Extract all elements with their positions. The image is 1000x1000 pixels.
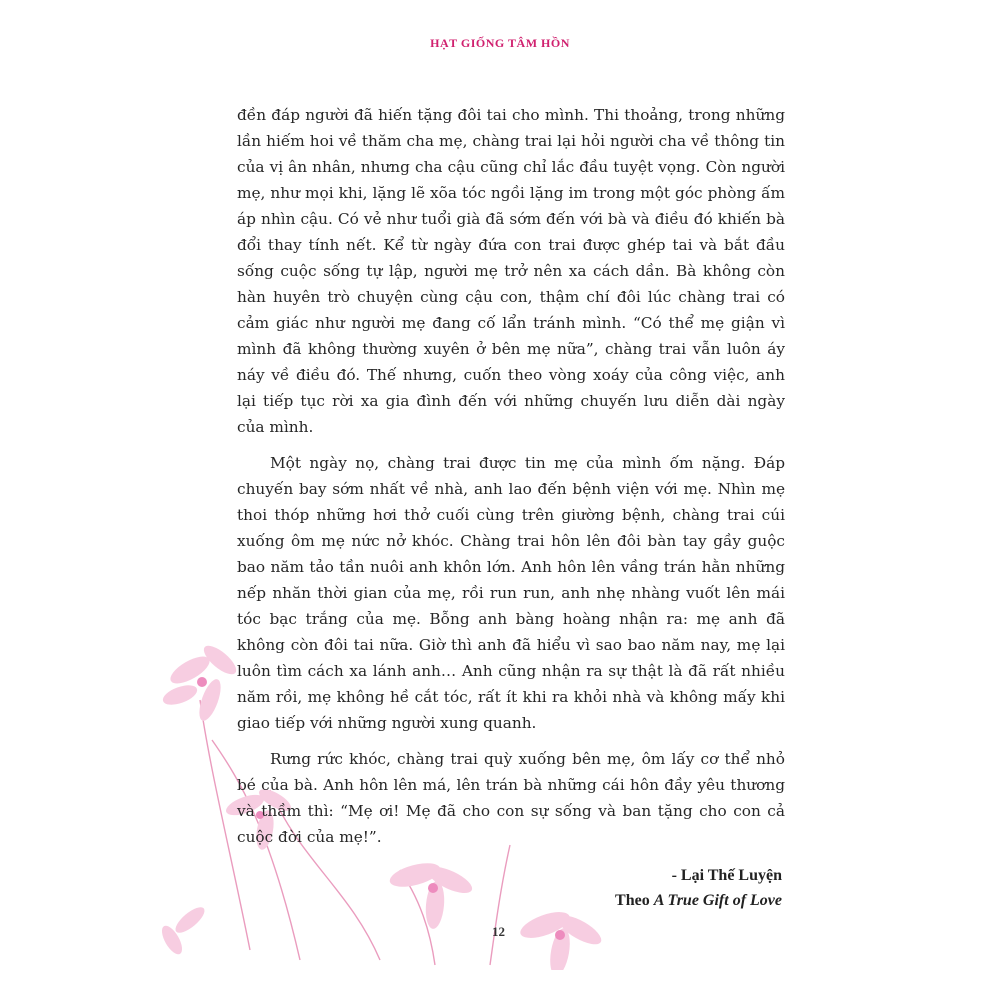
source-credit xyxy=(615,892,782,910)
body-text xyxy=(237,102,785,860)
paragraph-2: Một ngày nọ, chàng trai được tin mẹ của mình ốm nặng. Đáp chuyến bay sớm nhất về nhà, anh lao đến bệnh viện với mẹ. Nhìn mẹ thoi thóp những hơi thở cuối cùng trên giường bệnh, chàng trai cúi xuống ôm mẹ nức nở khóc. Chàng trai hôn lên đôi bàn tay gầy guộc bao năm tảo tần nuôi anh khôn lớn. Anh hôn lên vầng trán hằn những nếp nhăn thời gian của mẹ, rồi run run, anh nhẹ nhàng vuốt lên mái tóc bạc trắng của mẹ. Bỗng anh bàng hoàng nhận ra: mẹ anh đã không còn đôi tai nữa. Giờ thì anh đã hiểu vì sao bao năm nay, mẹ lại luôn tìm cách xa lánh anh… Anh cũng nhận ra sự thật là đã rất nhiều năm rồi, mẹ không hề cắt tóc, rất ít khi ra khỏi nhà và không mấy khi giao tiếp với những người xung quanh. xyxy=(237,454,785,732)
source-prefix: Theo xyxy=(615,892,650,909)
paragraph-1: đền đáp người đã hiến tặng đôi tai cho mình. Thi thoảng, trong những lần hiếm hoi về thăm cha mẹ, chàng trai lại hỏi người cha về thông tin của vị ân nhân, nhưng cha cậu cũng chỉ lắc đầu tuyệt vọng. Còn người mẹ, như mọi khi, lặng lẽ xõa tóc ngồi lặng im trong một góc phòng ấm áp nhìn cậu. Có vẻ như tuổi già đã sớm đến với bà và điều đó khiến bà đổi thay tính nết. Kể từ ngày đứa con trai được ghép tai và bắt đầu sống cuộc sống tự lập, người mẹ trở nên xa cách dần. Bà không còn hàn huyên trò chuyện cùng cậu con, thậm chí đôi lúc chàng trai có cảm giác như người mẹ đang cố lẩn tránh mình. “Có thể mẹ giận vì mình đã không thường xuyên ở bên mẹ nữa”, chàng trai vẫn luôn áy náy về điều đó. Thế nhưng, cuốn theo vòng xoáy của công việc, anh lại tiếp tục rời xa gia đình đến với những chuyến lưu diễn dài ngày của mình. xyxy=(237,106,785,436)
source-title: A True Gift of Love xyxy=(653,892,782,909)
page-number: 12 xyxy=(492,924,505,939)
running-header: HẠT GIỐNG TÂM HỒN xyxy=(430,36,570,50)
paragraph-3: Rưng rức khóc, chàng trai quỳ xuống bên mẹ, ôm lấy cơ thể nhỏ bé của bà. Anh hôn lên má, lên trán bà những cái hôn đầy yêu thương và thầm thì: “Mẹ ơi! Mẹ đã cho con sự sống và ban tặng cho con cả cuộc đời của mẹ!”. xyxy=(237,750,785,846)
author-credit: - Lại Thế Luyện xyxy=(671,867,782,884)
